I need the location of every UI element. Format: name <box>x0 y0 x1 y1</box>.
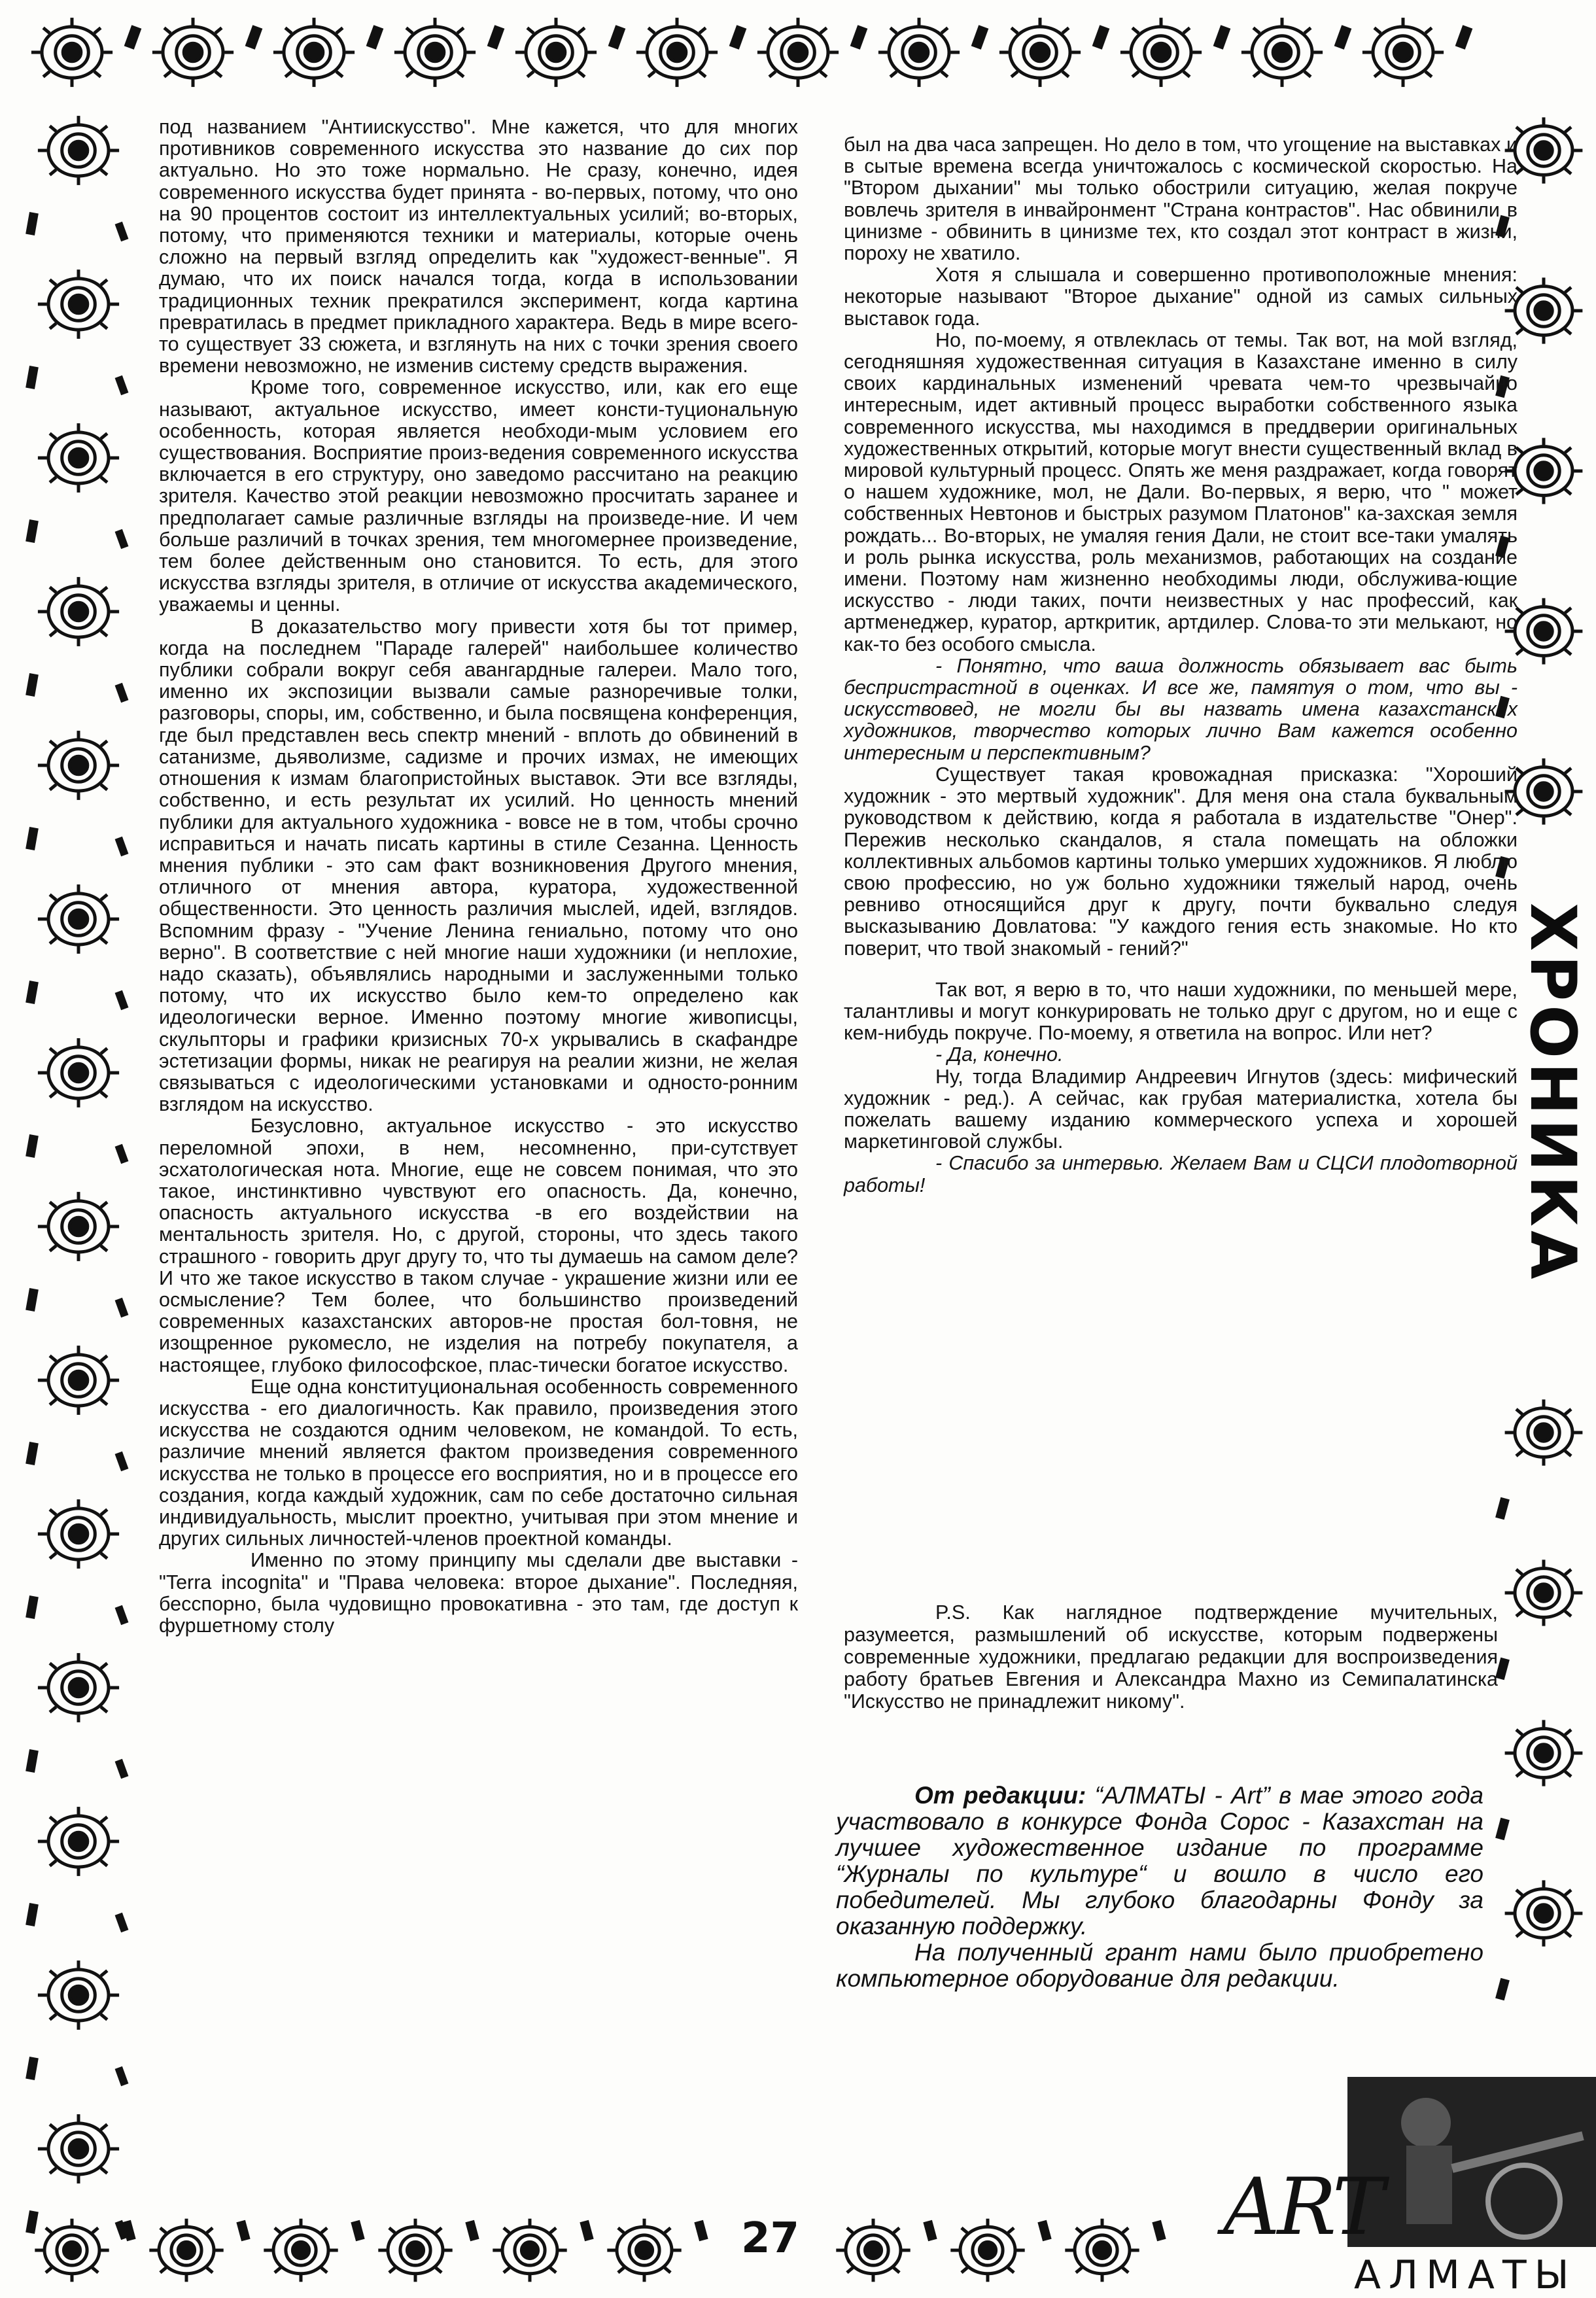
eye-ornament <box>636 18 718 87</box>
dash-ornament <box>26 366 39 389</box>
dash-ornament <box>26 1288 39 1312</box>
eye-ornament <box>515 18 597 87</box>
left-column <box>159 116 798 1637</box>
section-title: ХРОНИКА <box>1516 903 1589 1283</box>
eye-ornament <box>38 116 119 185</box>
dash-ornament <box>487 25 505 49</box>
dash-ornament <box>26 673 39 697</box>
dash-ornament <box>236 2220 250 2242</box>
eye-ornament <box>1120 18 1202 87</box>
left-paragraph-1: под названием "Антиискусство". Мне кажется, что для многих противников современного искусства это название до сих пор актуально. Но это тоже нормально. Не сразу, конечно, идея современного искусства будет принята - во-первых, потому, что оно на 90 процентов состоит из интеллектуальных усилий; во-вторых, потому, что применяются техники и материалы, которые очень сложно на первый взгляд определить как "художест-венные". Я думаю, что их поиск начался тогда, когда в использовании традиционных техник прекратился эксперимент, когда картина превратилась в предмет прикладного характера. Ведь в мире всего-то существует 33 сюжета, и взглянуть на них с точки зрения своего времени невозможно, не изменив систему средств выражения. <box>159 116 798 377</box>
eye-ornament <box>836 2219 910 2282</box>
dash-ornament <box>1037 2220 1051 2242</box>
dash-ornament <box>115 1913 129 1932</box>
eye-ornament <box>38 423 119 493</box>
dash-ornament <box>115 1144 129 1164</box>
magazine-logo <box>1217 2077 1596 2298</box>
dash-ornament <box>245 25 263 49</box>
dash-ornament <box>1495 1497 1510 1520</box>
logo-art-text: ART <box>1223 2162 1382 2253</box>
right-paragraph-3: Но, по-моему, я отвлеклась от темы. Так вот, на мой взгляд, сегодняшняя художественная ситуация в Казахстане именно в силу своих кардинальных изменений чревата чем-то чрезвычайно интересным, идет активный процесс выработки собственного языка современного искусства, мы находимся в преддверии оригинальных художественных открытий, которые могут внести существенный вклад в мировой культурный процесс. Опять же меня раздражает, когда говорят о нашем художнике, мол, не Дали. Во-первых, я верю, что " может собственных Невтонов и быстрых разумом Платонов" ка-захская земля рождать... Во-вторых, не умаляя гения Дали, не стоит все-таки умалять и роль рынка искусства, роль механизмов, работающих на создание имени. Поэтому нам жизненно необходимы люди, обслужива-ющие искусство - люди таких, почти неизвестных у нас профессий, как артменеджер, куратор, арткритик, артдилер. Слова-то эти мелькают, но как-то без особого смысла. <box>844 328 1518 655</box>
dash-ornament <box>26 1749 39 1773</box>
right-column <box>844 134 1518 1196</box>
left-paragraph-5: Еще одна конституциональная особенность современного искусства - его диалогичность. Как правило, произведения этого искусства не создаются одним человеком, не командой. То есть, различие мнений является фактом произведения современного искусства не только в процессе его восприятия, но и в процессе его создания, когда каждый художник, сам по себе достаточно сильная индивидуальность, мыслит проектно, учитывая при этом мнение и других сильных личностей-членов проектной команды. <box>159 1375 798 1550</box>
dash-ornament <box>115 529 129 549</box>
dash-ornament <box>465 2220 479 2242</box>
right-paragraph-8: Ну, тогда Владимир Андреевич Игнутов (здесь: мифический художник - ред.). А сейчас, как грубая материалистка, хотела бы пожелать вашему изданию коммерческого успеха и хорошей маркетинговой службы. <box>844 1065 1518 1153</box>
right-paragraph-6: Так вот, я верю в то, что наши художники, по меньшей мере, талантливы и могут конкурировать не только друг с другом, но и еще с кем-нибудь покруче. По-моему, я ответила на вопрос. Или нет? <box>844 978 1518 1045</box>
page-number: 27 <box>741 2214 800 2263</box>
dash-ornament <box>26 2210 39 2234</box>
dash-ornament <box>729 25 747 49</box>
dash-ornament <box>26 981 39 1004</box>
editor-note-text: “АЛМАТЫ - Art” в мае этого года участвовало в конкурсе Фонда Сорос - Казахстан на лучшее художественное издание по программе “Журналы по культуре“ и вошло в число его победителей. Мы глубоко благодарны Фонду за оказанную поддержку. <box>836 1782 1483 1940</box>
eye-ornament <box>38 1499 119 1569</box>
dash-ornament <box>115 837 129 856</box>
eye-ornament <box>757 18 839 87</box>
eye-ornament <box>378 2219 452 2282</box>
eye-ornament <box>38 1038 119 1107</box>
dash-ornament <box>115 2066 129 2086</box>
dash-ornament <box>1334 25 1352 49</box>
right-paragraph-5: Существует такая кровожадная присказка: "Хороший художник - это мертвый художник". Для меня она стала буквальным руководством к действию, когда я работала в издательстве "Онер". Пережив несколько скандалов, я стала помещать на обложки коллективных альбомов картины только умерших художников. Я люблю свою профессию, но уж больно художники тяжелый народ, очень ревниво относящийся друг к другу, почти буквально следуя высказыванию Довлатова: "У каждого гения есть знакомые. Но кто поверит, что твой знакомый - гений?" <box>844 763 1518 960</box>
eye-ornament <box>950 2219 1024 2282</box>
dash-ornament <box>115 990 129 1010</box>
eye-ornament <box>149 2219 223 2282</box>
logo-city-text: АЛМАТЫ <box>1354 2252 1577 2298</box>
logo-artwork-image <box>1347 2077 1596 2247</box>
dash-ornament <box>971 25 989 49</box>
dash-ornament <box>26 1442 39 1465</box>
eye-ornament <box>493 2219 566 2282</box>
eye-ornament <box>38 1960 119 2030</box>
dash-ornament <box>26 2057 39 2080</box>
right-paragraph-2: Хотя я слышала и совершенно противоположные мнения: некоторые называют "Второе дыхание" одной из самых сильных выставок года. <box>844 264 1518 330</box>
left-paragraph-6: Именно по этому принципу мы сделали две выставки - "Terra incognita" и "Права человека: второе дыхание". Последняя, бесспорно, была чудовищно провокативна - это там, где доступ к фуршетному столу <box>159 1549 798 1637</box>
eye-ornament <box>1065 2219 1139 2282</box>
dash-ornament <box>1495 1818 1510 1841</box>
dash-ornament <box>115 1452 129 1471</box>
dash-ornament <box>1152 2220 1166 2242</box>
postscript <box>844 1601 1498 1713</box>
dash-ornament <box>124 25 142 49</box>
eye-ornament <box>1362 18 1444 87</box>
dash-ornament <box>115 1605 129 1625</box>
eye-ornament <box>38 1807 119 1876</box>
eye-ornament <box>264 2219 338 2282</box>
dash-ornament <box>115 683 129 703</box>
dash-ornament <box>850 25 868 49</box>
eye-ornament <box>1505 1720 1583 1786</box>
eye-ornament <box>38 270 119 339</box>
interview-reply-short: - Да, конечно. <box>935 1043 1064 1066</box>
eye-ornament <box>38 1346 119 1415</box>
editor-note-text-2: На полученный грант нами было приобретено компьютерное оборудование для редакции. <box>836 1939 1483 1992</box>
dash-ornament <box>694 2220 708 2242</box>
interview-thanks: - Спасибо за интервью. Желаем Вам и СЦСИ плодотворной работы! <box>844 1152 1518 1196</box>
right-paragraph-1: был на два часа запрещен. Но дело в том, что угощение на выставках и в сытые времена всегда уничтожалось с космической скоростью. На "Втором дыхании" мы только обострили ситуацию, желая покруче вовлечь зрителя в инвайронмент "Страна контрастов". Нас обвинили в цинизме - обвинить в цинизме тех, кто создал этот контраст в жизни, пороху не хватило. <box>844 133 1518 265</box>
dash-ornament <box>26 1903 39 1926</box>
eye-ornament <box>1241 18 1323 87</box>
dash-ornament <box>608 25 626 49</box>
left-paragraph-2: Кроме того, современное искусство, или, как его еще называют, актуальное искусство, имеет консти-туциональную особенность, которая является необходи-мым условием его существования. Восприятие произ-ведения современного искусства включается в его структуру, оно заведомо рассчитано на реакцию зрителя. Качество этой реакции невозможно просчитать заранее и предполагает самые различные взгляды на произведе-ние. И чем больше различий в точках зрения, тем многомернее произведение, тем более действенным оно становится. То есть, для этого искусства взгляды зрителя, в отличие от искусства академического, уважаемы и ценны. <box>159 376 798 616</box>
dash-ornament <box>1495 1978 1510 2001</box>
eye-ornament <box>878 18 960 87</box>
postscript-text: P.S. Как наглядное подтверждение мучительных, разумеется, размышлений об искусстве, которым подвержены современные художники, предлагаю редакции для воспроизведения работу братьев Евгения и Александра Махно из Семипалатинска "Искусство не принадлежит никому". <box>844 1601 1498 1713</box>
editor-note-label: От редакции: <box>914 1782 1086 1809</box>
editor-note <box>836 1783 1483 1992</box>
dash-ornament <box>1213 25 1231 49</box>
dash-ornament <box>1092 25 1110 49</box>
dash-ornament <box>26 1134 39 1158</box>
eye-ornament <box>38 2114 119 2184</box>
dash-ornament <box>115 375 129 395</box>
eye-ornament <box>152 18 234 87</box>
eye-ornament <box>38 577 119 646</box>
eye-ornament <box>38 731 119 800</box>
left-paragraph-4: Безусловно, актуальное искусство - это искусство переломной эпохи, в нем, несомненно, при-сутствует эсхатологическая нота. Многие, еще не совсем понимая, что это такое, инстинктивно чувствуют его опасность. Да, конечно, опасность актуального искусства -в его воздействии на ментальность зрителя. Но, с другой, стороны, что здесь такого страшного - говорить друг другу то, что ты думаешь на самом деле? И что же такое искусство в таком случае - украшение жизни или ее осмысление? Тем более, что большинство произведений современных казахстанских авторов-не простая бол-товня, не изощренное рукомесло, не изделия на потребу покупателя, а настоящее, глубоко философское, плас-тически богатое искусство. <box>159 1115 798 1376</box>
dash-ornament <box>1455 25 1473 49</box>
eye-ornament <box>38 1653 119 1722</box>
dash-ornament <box>366 25 384 49</box>
dash-ornament <box>26 519 39 543</box>
dash-ornament <box>115 1298 129 1317</box>
dash-ornament <box>26 1595 39 1619</box>
dash-ornament <box>115 222 129 241</box>
eye-ornament <box>394 18 476 87</box>
eye-ornament <box>1505 1559 1583 1626</box>
dash-ornament <box>580 2220 593 2242</box>
eye-ornament <box>1505 1399 1583 1465</box>
eye-ornament <box>38 884 119 954</box>
eye-ornament <box>35 2219 109 2282</box>
dash-ornament <box>26 827 39 850</box>
eye-ornament <box>31 18 113 87</box>
dash-ornament <box>923 2220 937 2242</box>
left-paragraph-3: В доказательство могу привести хотя бы тот пример, когда на последнем "Параде галерей" наибольшее количество публики собрали вокруг себя авангардные галереи. Мало того, именно их экспозиции вызвали самые разноречивые толки, разговоры, споры, им, собственно, и была посвящена конференция, где был представлен весь спектр мнений - вплоть до обвинений в сатанизме, дьяволизме, садизме и прочих измах, не имеющих отношения к измам благопристойных выставок. Эти все взгляды, собственно, и есть результат их усилий. Но ценность мнений публики для актуального художника - вовсе не в том, чтобы срочно исправиться и начать писать картины в стиле Сезанна. Ценность мнения публики - это сам факт возникновения Другого мнения, отличного от мнения автора, куратора, художественной общественности. Это ценность различия мыслей, идей, взглядов. Вспомним фразу - "Учение Ленина гениально, потому что оно верно". В соответствие с ней многие наши художники (и неплохие, надо сказать), объявлялись народными и заслуженными только потому, что их искусство было кем-то определено как идеологически верное. Именно поэтому многие живописцы, скульпторы и графики кризисных 70-х укрывались в скафандре эстетизации формы, никак не реагируя на реалии жизни, не желая связываться с идеологическими установками и односто-ронним взглядом на искусство. <box>159 615 798 1116</box>
dash-ornament <box>26 212 39 235</box>
eye-ornament <box>38 1192 119 1261</box>
dash-ornament <box>115 1759 129 1779</box>
eye-ornament <box>999 18 1081 87</box>
eye-ornament <box>1505 1880 1583 1946</box>
interview-question: - Понятно, что ваша должность обязывает вас быть беспристрастной в оценках. И все же, памятуя о том, что вы - искусствовед, не могли бы вы назвать имена казахстанских художников, творчество которых лично Вам кажется особенно интересным и перспективным? <box>844 654 1518 764</box>
eye-ornament <box>607 2219 681 2282</box>
eye-ornament <box>273 18 355 87</box>
dash-ornament <box>351 2220 364 2242</box>
